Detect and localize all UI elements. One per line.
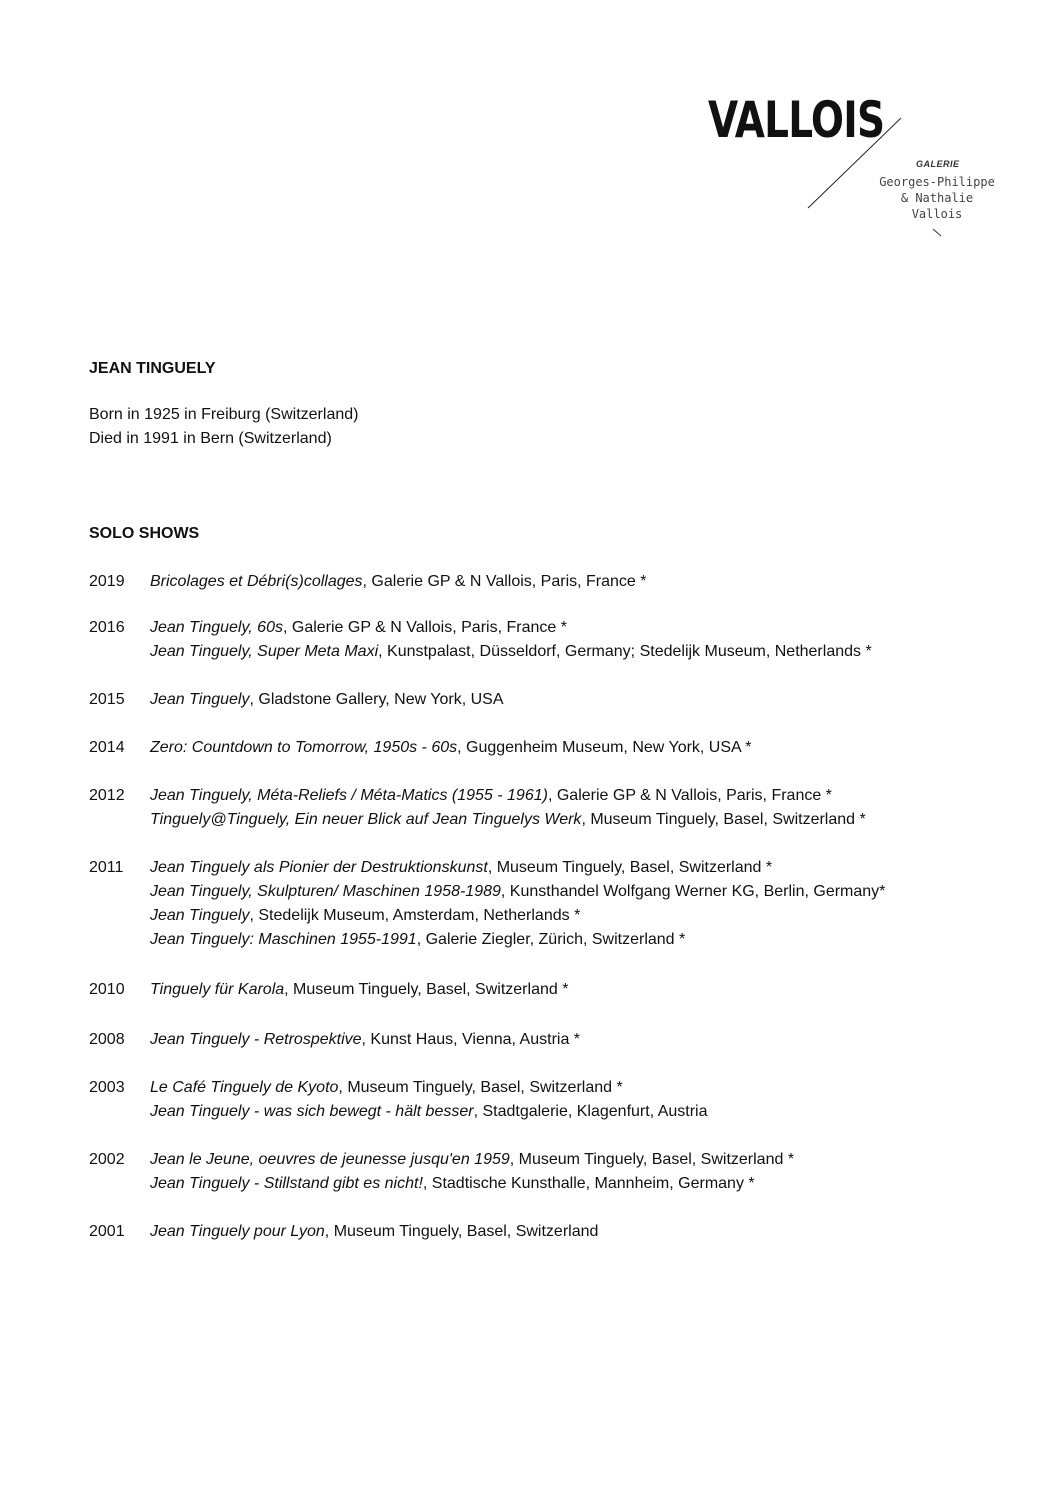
show-venue-details: , Stadtgalerie, Klagenfurt, Austria	[473, 1103, 708, 1120]
show-year-group	[89, 1220, 1029, 1244]
show-entries	[150, 616, 1029, 664]
show-title: Jean Tinguely	[150, 691, 250, 708]
logo-tick-mark	[932, 228, 944, 238]
solo-shows-heading: SOLO SHOWS	[89, 525, 200, 542]
show-entry	[150, 640, 1029, 664]
show-entry	[150, 1148, 1029, 1172]
show-year: 2014	[89, 739, 125, 756]
show-year-group	[89, 978, 1029, 1002]
show-venue-details: , Galerie GP & N Vallois, Paris, France *	[362, 573, 647, 590]
show-title: Le Café Tinguely de Kyoto	[150, 1079, 339, 1096]
show-entry	[150, 1100, 1029, 1124]
show-title: Jean le Jeune, oeuvres de jeunesse jusqu'en 1959	[150, 1151, 510, 1168]
show-year-group	[89, 688, 1029, 712]
show-entries	[150, 1220, 1029, 1244]
show-year-group	[89, 570, 1029, 594]
show-venue-details: , Stedelijk Museum, Amsterdam, Netherlands *	[249, 907, 581, 924]
show-entry	[150, 1172, 1029, 1196]
show-entry	[150, 784, 1029, 808]
show-entry	[150, 570, 1029, 594]
show-entry	[150, 928, 1029, 952]
show-year: 2008	[89, 1031, 125, 1048]
show-entry	[150, 904, 1029, 928]
show-year-group	[89, 1028, 1029, 1052]
solo-shows-list	[89, 570, 1029, 1244]
logo-galerie-label: GALERIE	[916, 159, 960, 169]
show-venue-details: , Galerie GP & N Vallois, Paris, France *	[282, 619, 567, 636]
show-title: Tinguely@Tinguely, Ein neuer Blick auf Jean Tinguelys Werk	[150, 811, 582, 828]
show-venue-details: , Kunsthandel Wolfgang Werner KG, Berlin, Germany*	[500, 883, 886, 900]
show-entries	[150, 1148, 1029, 1196]
show-entry	[150, 688, 1029, 712]
show-venue-details: , Kunstpalast, Düsseldorf, Germany; Stedelijk Museum, Netherlands *	[378, 643, 872, 660]
show-entries	[150, 688, 1029, 712]
show-year: 2019	[89, 573, 125, 590]
show-title: Zero: Countdown to Tomorrow, 1950s - 60s	[150, 739, 458, 756]
show-year: 2010	[89, 981, 125, 998]
show-venue-details: , Galerie Ziegler, Zürich, Switzerland *	[416, 931, 686, 948]
logo-owner-names	[864, 174, 1010, 222]
show-year: 2016	[89, 619, 125, 636]
born-line: Born in 1925 in Freiburg (Switzerland)	[89, 406, 359, 423]
show-year: 2003	[89, 1079, 125, 1096]
show-entry	[150, 978, 1029, 1002]
show-venue-details: , Museum Tinguely, Basel, Switzerland *	[338, 1079, 623, 1096]
show-title: Jean Tinguely, Skulpturen/ Maschinen 1958-1989	[150, 883, 501, 900]
show-year-group	[89, 784, 1029, 832]
show-title: Jean Tinguely	[150, 907, 250, 924]
show-title: Jean Tinguely - Retrospektive	[150, 1031, 362, 1048]
died-line: Died in 1991 in Bern (Switzerland)	[89, 430, 332, 447]
show-venue-details: , Museum Tinguely, Basel, Switzerland	[324, 1223, 599, 1240]
show-year: 2012	[89, 787, 125, 804]
show-year-group	[89, 736, 1029, 760]
logo-name-line: & Nathalie	[900, 191, 974, 205]
show-entries	[150, 856, 1029, 952]
show-year: 2011	[89, 859, 124, 876]
show-year-group	[89, 616, 1029, 664]
show-entry	[150, 1220, 1029, 1244]
show-title: Tinguely für Karola	[150, 981, 285, 998]
show-title: Jean Tinguely: Maschinen 1955-1991	[150, 931, 417, 948]
logo-wordmark: VALLOIS	[708, 91, 885, 149]
show-title: Bricolages et Débri(s)collages	[150, 573, 363, 590]
show-year: 2015	[89, 691, 125, 708]
show-venue-details: , Guggenheim Museum, New York, USA *	[457, 739, 752, 756]
show-entry	[150, 1028, 1029, 1052]
show-entry	[150, 616, 1029, 640]
logo-name-line: Vallois	[911, 207, 963, 221]
show-venue-details: , Museum Tinguely, Basel, Switzerland *	[581, 811, 866, 828]
show-entries	[150, 978, 1029, 1002]
show-title: Jean Tinguely, 60s	[150, 619, 283, 636]
show-entries	[150, 1028, 1029, 1052]
show-title: Jean Tinguely - Stillstand gibt es nicht!	[150, 1175, 423, 1192]
show-year: 2002	[89, 1151, 125, 1168]
show-venue-details: , Galerie GP & N Vallois, Paris, France *	[547, 787, 832, 804]
show-entries	[150, 784, 1029, 832]
show-entry	[150, 1076, 1029, 1100]
show-title: Jean Tinguely, Super Meta Maxi	[150, 643, 379, 660]
show-year-group	[89, 1076, 1029, 1124]
show-venue-details: , Museum Tinguely, Basel, Switzerland *	[509, 1151, 795, 1168]
show-year-group	[89, 1148, 1029, 1196]
logo-name-line: Georges-Philippe	[879, 175, 995, 189]
show-title: Jean Tinguely pour Lyon	[150, 1223, 325, 1240]
artist-bio	[89, 403, 358, 451]
logo-slash-line	[700, 90, 1020, 250]
show-entry	[150, 880, 1029, 904]
show-entries	[150, 1076, 1029, 1124]
show-entries	[150, 736, 1029, 760]
show-title: Jean Tinguely als Pionier der Destruktionskunst	[150, 859, 488, 876]
show-venue-details: , Kunst Haus, Vienna, Austria *	[361, 1031, 581, 1048]
show-entry	[150, 736, 1029, 760]
show-year: 2001	[89, 1223, 125, 1240]
show-entries	[150, 570, 1029, 594]
show-entry	[150, 856, 1029, 880]
show-title: Jean Tinguely - was sich bewegt - hält besser	[150, 1103, 474, 1120]
show-venue-details: , Museum Tinguely, Basel, Switzerland *	[284, 981, 569, 998]
show-venue-details: , Museum Tinguely, Basel, Switzerland *	[487, 859, 773, 876]
show-entry	[150, 808, 1029, 832]
show-venue-details: , Stadtische Kunsthalle, Mannheim, Germany *	[422, 1175, 755, 1192]
gallery-logo	[700, 90, 1020, 250]
show-venue-details: , Gladstone Gallery, New York, USA	[249, 691, 504, 708]
artist-name: JEAN TINGUELY	[89, 360, 216, 377]
show-title: Jean Tinguely, Méta-Reliefs / Méta-Matics (1955 - 1961)	[150, 787, 548, 804]
show-year-group	[89, 856, 1029, 952]
